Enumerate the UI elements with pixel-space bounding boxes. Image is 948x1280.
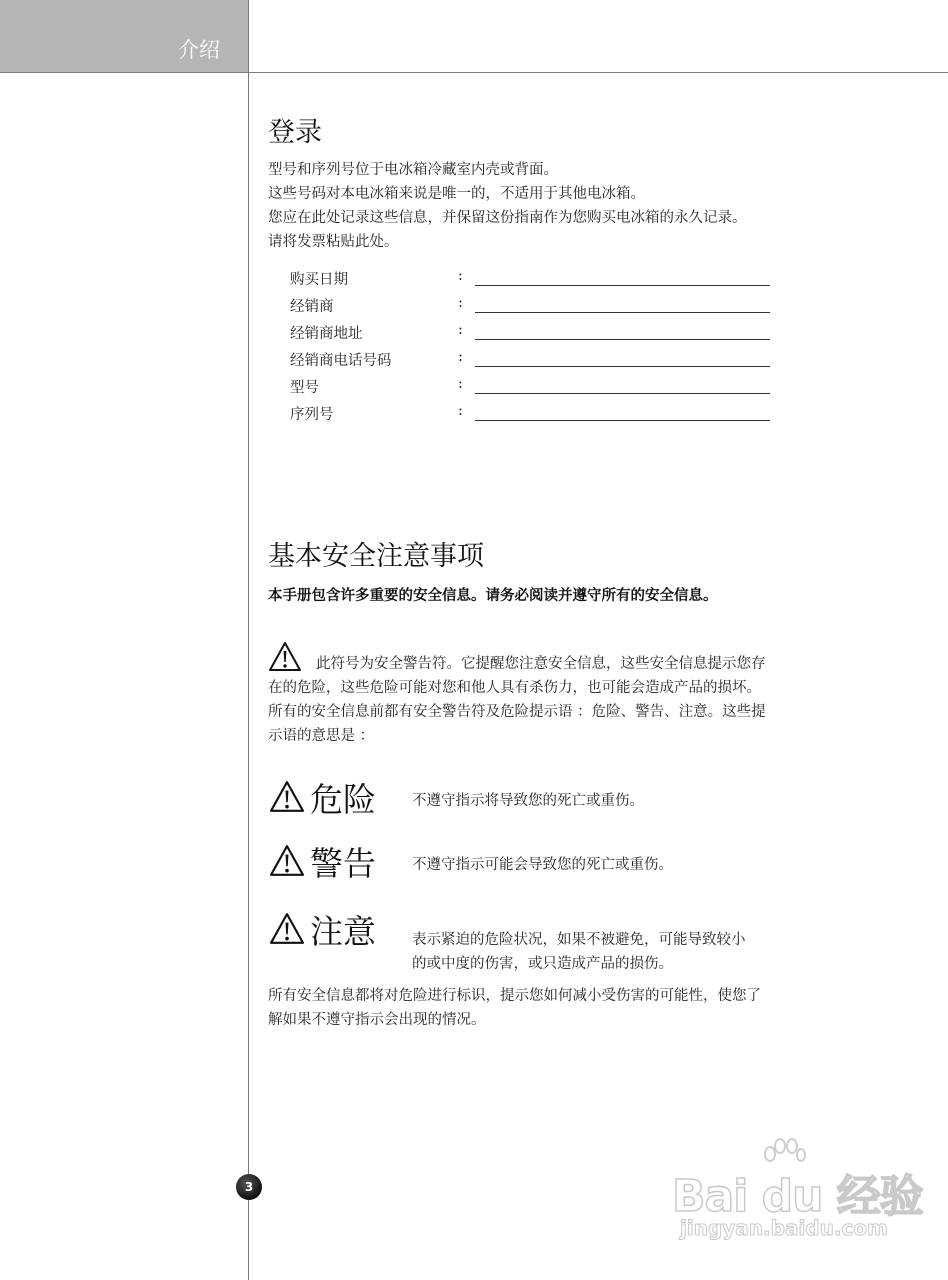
field-colon: : (458, 403, 463, 419)
field-blank-line[interactable] (475, 393, 770, 394)
field-label: 经销商 (290, 299, 334, 315)
warning-triangle-icon (268, 912, 306, 946)
field-blank-line[interactable] (475, 339, 770, 340)
warning-triangle-icon (268, 780, 306, 814)
safety-title: 基本安全注意事项 (268, 541, 484, 572)
section-label: 介绍 (178, 38, 220, 62)
field-label: 型号 (290, 380, 319, 396)
intro-line: 这些号码对本电冰箱来说是唯一的，不适用于其他电冰箱。 (268, 186, 645, 202)
section-tab (0, 0, 249, 72)
field-label: 序列号 (290, 407, 334, 423)
intro-line: 型号和序列号位于电冰箱冷藏室内壳或背面。 (268, 162, 558, 178)
page-header (0, 0, 948, 73)
field-label: 经销商地址 (290, 326, 363, 342)
signal-description (412, 928, 812, 976)
margin-rule (248, 72, 249, 1280)
watermark-brand: Bai du 经验 (672, 1171, 923, 1222)
field-colon: : (458, 268, 463, 284)
alert-line: 此符号为安全警告符。它提醒您注意安全信息，这些安全信息提示您存 (316, 656, 766, 672)
closing-line: 解如果不遵守指示会出现的情况。 (268, 1012, 486, 1028)
closing-paragraph (268, 984, 848, 1032)
signal-desc-line: 的或中度的伤害，或只造成产品的损伤。 (412, 956, 673, 972)
warning-triangle-icon (268, 844, 306, 878)
signal-word: 注意 (310, 912, 376, 951)
field-colon: : (458, 322, 463, 338)
intro-line: 请将发票粘贴此处。 (268, 234, 399, 250)
alert-line: 所有的安全信息前都有安全警告符及危险提示语 ：危险、警告、注意。这些提 (268, 704, 766, 720)
alert-line: 示语的意思是 ： (268, 728, 375, 744)
field-label: 经销商电话号码 (290, 353, 392, 369)
signal-description (412, 853, 812, 877)
signal-desc-line: 不遵守指示可能会导致您的死亡或重伤。 (412, 857, 673, 873)
signal-description (412, 789, 812, 813)
field-blank-line[interactable] (475, 366, 770, 367)
field-label: 购买日期 (290, 272, 348, 288)
field-colon: : (458, 376, 463, 392)
signal-desc-line: 表示紧迫的危险状况，如果不被避免，可能导致较小 (412, 932, 746, 948)
intro-line: 您应在此处记录这些信息，并保留这份指南作为您购买电冰箱的永久记录。 (268, 210, 747, 226)
registration-intro (268, 158, 747, 254)
field-blank-line[interactable] (475, 312, 770, 313)
closing-line: 所有安全信息都将对危险进行标识，提示您如何减小受伤害的可能性，使您了 (268, 988, 761, 1004)
page-number: 3 (236, 1174, 262, 1200)
field-blank-line[interactable] (475, 285, 770, 286)
registration-title: 登录 (268, 117, 322, 148)
signal-word: 警告 (310, 844, 376, 883)
signal-word: 危险 (310, 780, 376, 819)
watermark (672, 1138, 923, 1248)
safety-bold-intro: 本手册包含许多重要的安全信息。请务必阅读并遵守所有的安全信息。 (268, 587, 718, 604)
watermark-url: jingyan.baidu.com (680, 1216, 888, 1240)
signal-desc-line: 不遵守指示将导致您的死亡或重伤。 (412, 793, 644, 809)
field-colon: : (458, 349, 463, 365)
field-blank-line[interactable] (475, 420, 770, 421)
field-colon: : (458, 295, 463, 311)
alert-line: 在的危险，这些危险可能对您和他人具有杀伤力，也可能会造成产品的损坏。 (268, 680, 761, 696)
alert-paragraph (268, 652, 848, 748)
